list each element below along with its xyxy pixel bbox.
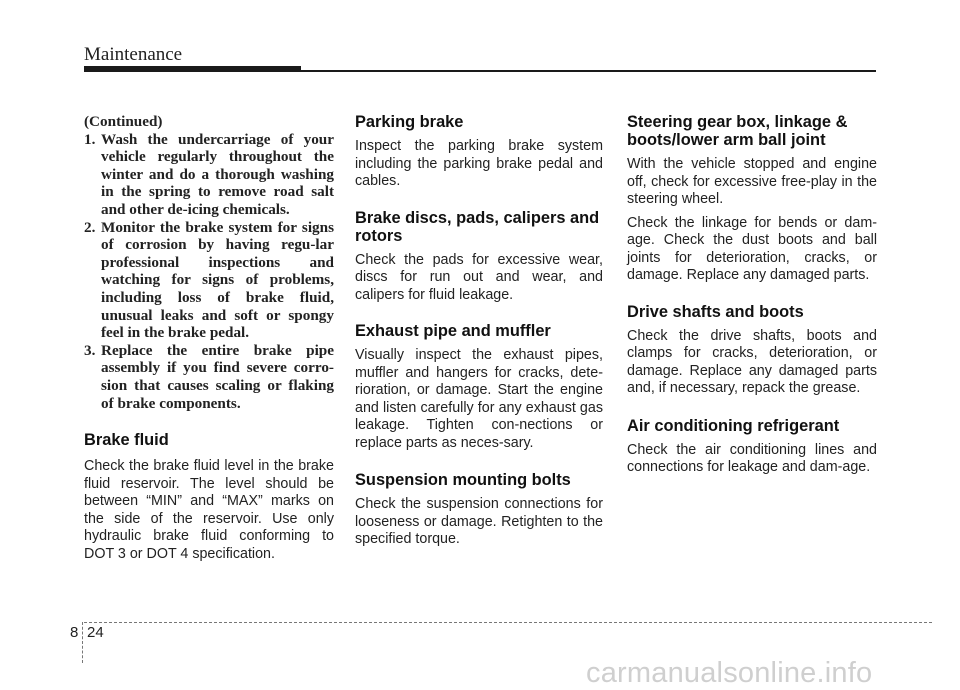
column-right [627,113,877,477]
text-parking-brake: Inspect the parking brake system including the parking brake pedal and cables. [355,138,603,189]
step-text: Wash the undercarriage of your vehicle regularly throughout the winter and do a thorough washing in the spring to remove road salt and other de-icing chemicals. [101,130,334,218]
text-brake-discs: Check the pads for excessive wear, discs for run out and wear, and calipers for fluid leakage. [355,251,603,303]
heading-exhaust: Exhaust pipe and muffler [355,322,551,340]
column-middle [355,113,603,549]
text-suspension: Check the suspension connections for looseness or damage. Retighten to the specified torque. [355,496,603,547]
continued-label: (Continued) [84,113,163,130]
step-text: Replace the entire brake pipe assembly if you find severe corro-sion that causes scaling or flaking of brake components. [101,341,334,412]
heading-suspension: Suspension mounting bolts [355,471,571,489]
step-number: 3. [84,341,96,359]
text-exhaust: Visually inspect the exhaust pipes, muffler and hangers for cracks, dete-rioration, or damage. Start the engine and listen carefully for any exhaust gas leakage. Tighten con-nections or replace parts as neces-sary. [355,347,603,451]
section-number: 8 [70,624,79,641]
footer-divider [84,622,932,623]
text-steering-1: With the vehicle stopped and engine off, check for excessive free-play in the steering wheel. [627,156,877,207]
page-header-title: Maintenance [84,44,183,65]
text-steering-2: Check the linkage for bends or dam-age. Check the dust boots and ball joints for deterioration, cracks, or damage. Replace any damaged parts. [627,214,877,283]
page-number-separator [82,622,83,663]
header-rule-thin [301,70,876,72]
heading-brake-fluid: Brake fluid [84,431,169,450]
heading-steering: Steering gear box, linkage & boots/lower arm ball joint [627,113,848,149]
heading-air-conditioning: Air conditioning refrigerant [627,416,840,435]
step-number: 2. [84,218,96,236]
heading-drive-shafts: Drive shafts and boots [627,302,804,321]
continued-steps-block [84,113,334,412]
text-brake-fluid: Check the brake fluid level in the brake fluid reservoir. The level should be between “MIN” and “MAX” marks on the side of the reservoir. Use only hydraulic brake fluid conforming to DOT 3 or DOT 4 specification. [84,458,334,562]
step-item [84,342,334,412]
page-number: 24 [87,624,104,641]
step-text: Monitor the brake system for signs of corrosion by having regu-lar professional inspections and watching for signs of problems, including loss of brake fluid, unusual leaks and soft or spongy feel in the brake pedal. [101,218,334,342]
heading-parking-brake: Parking brake [355,113,464,131]
step-item [84,131,334,219]
watermark: carmanualsonline.info [586,657,873,689]
step-item [84,219,334,342]
text-drive-shafts: Check the drive shafts, boots and clamps for cracks, deterioration, or damage. Replace any damaged parts and, if necessary, repack the grease. [627,327,877,396]
heading-brake-discs: Brake discs, pads, calipers and rotors [355,208,600,245]
text-air-conditioning: Check the air conditioning lines and connections for leakage and dam-age. [627,441,877,475]
step-number: 1. [84,130,96,148]
step-list [84,131,334,413]
header-rule-thick [84,66,301,72]
column-left [84,113,334,563]
